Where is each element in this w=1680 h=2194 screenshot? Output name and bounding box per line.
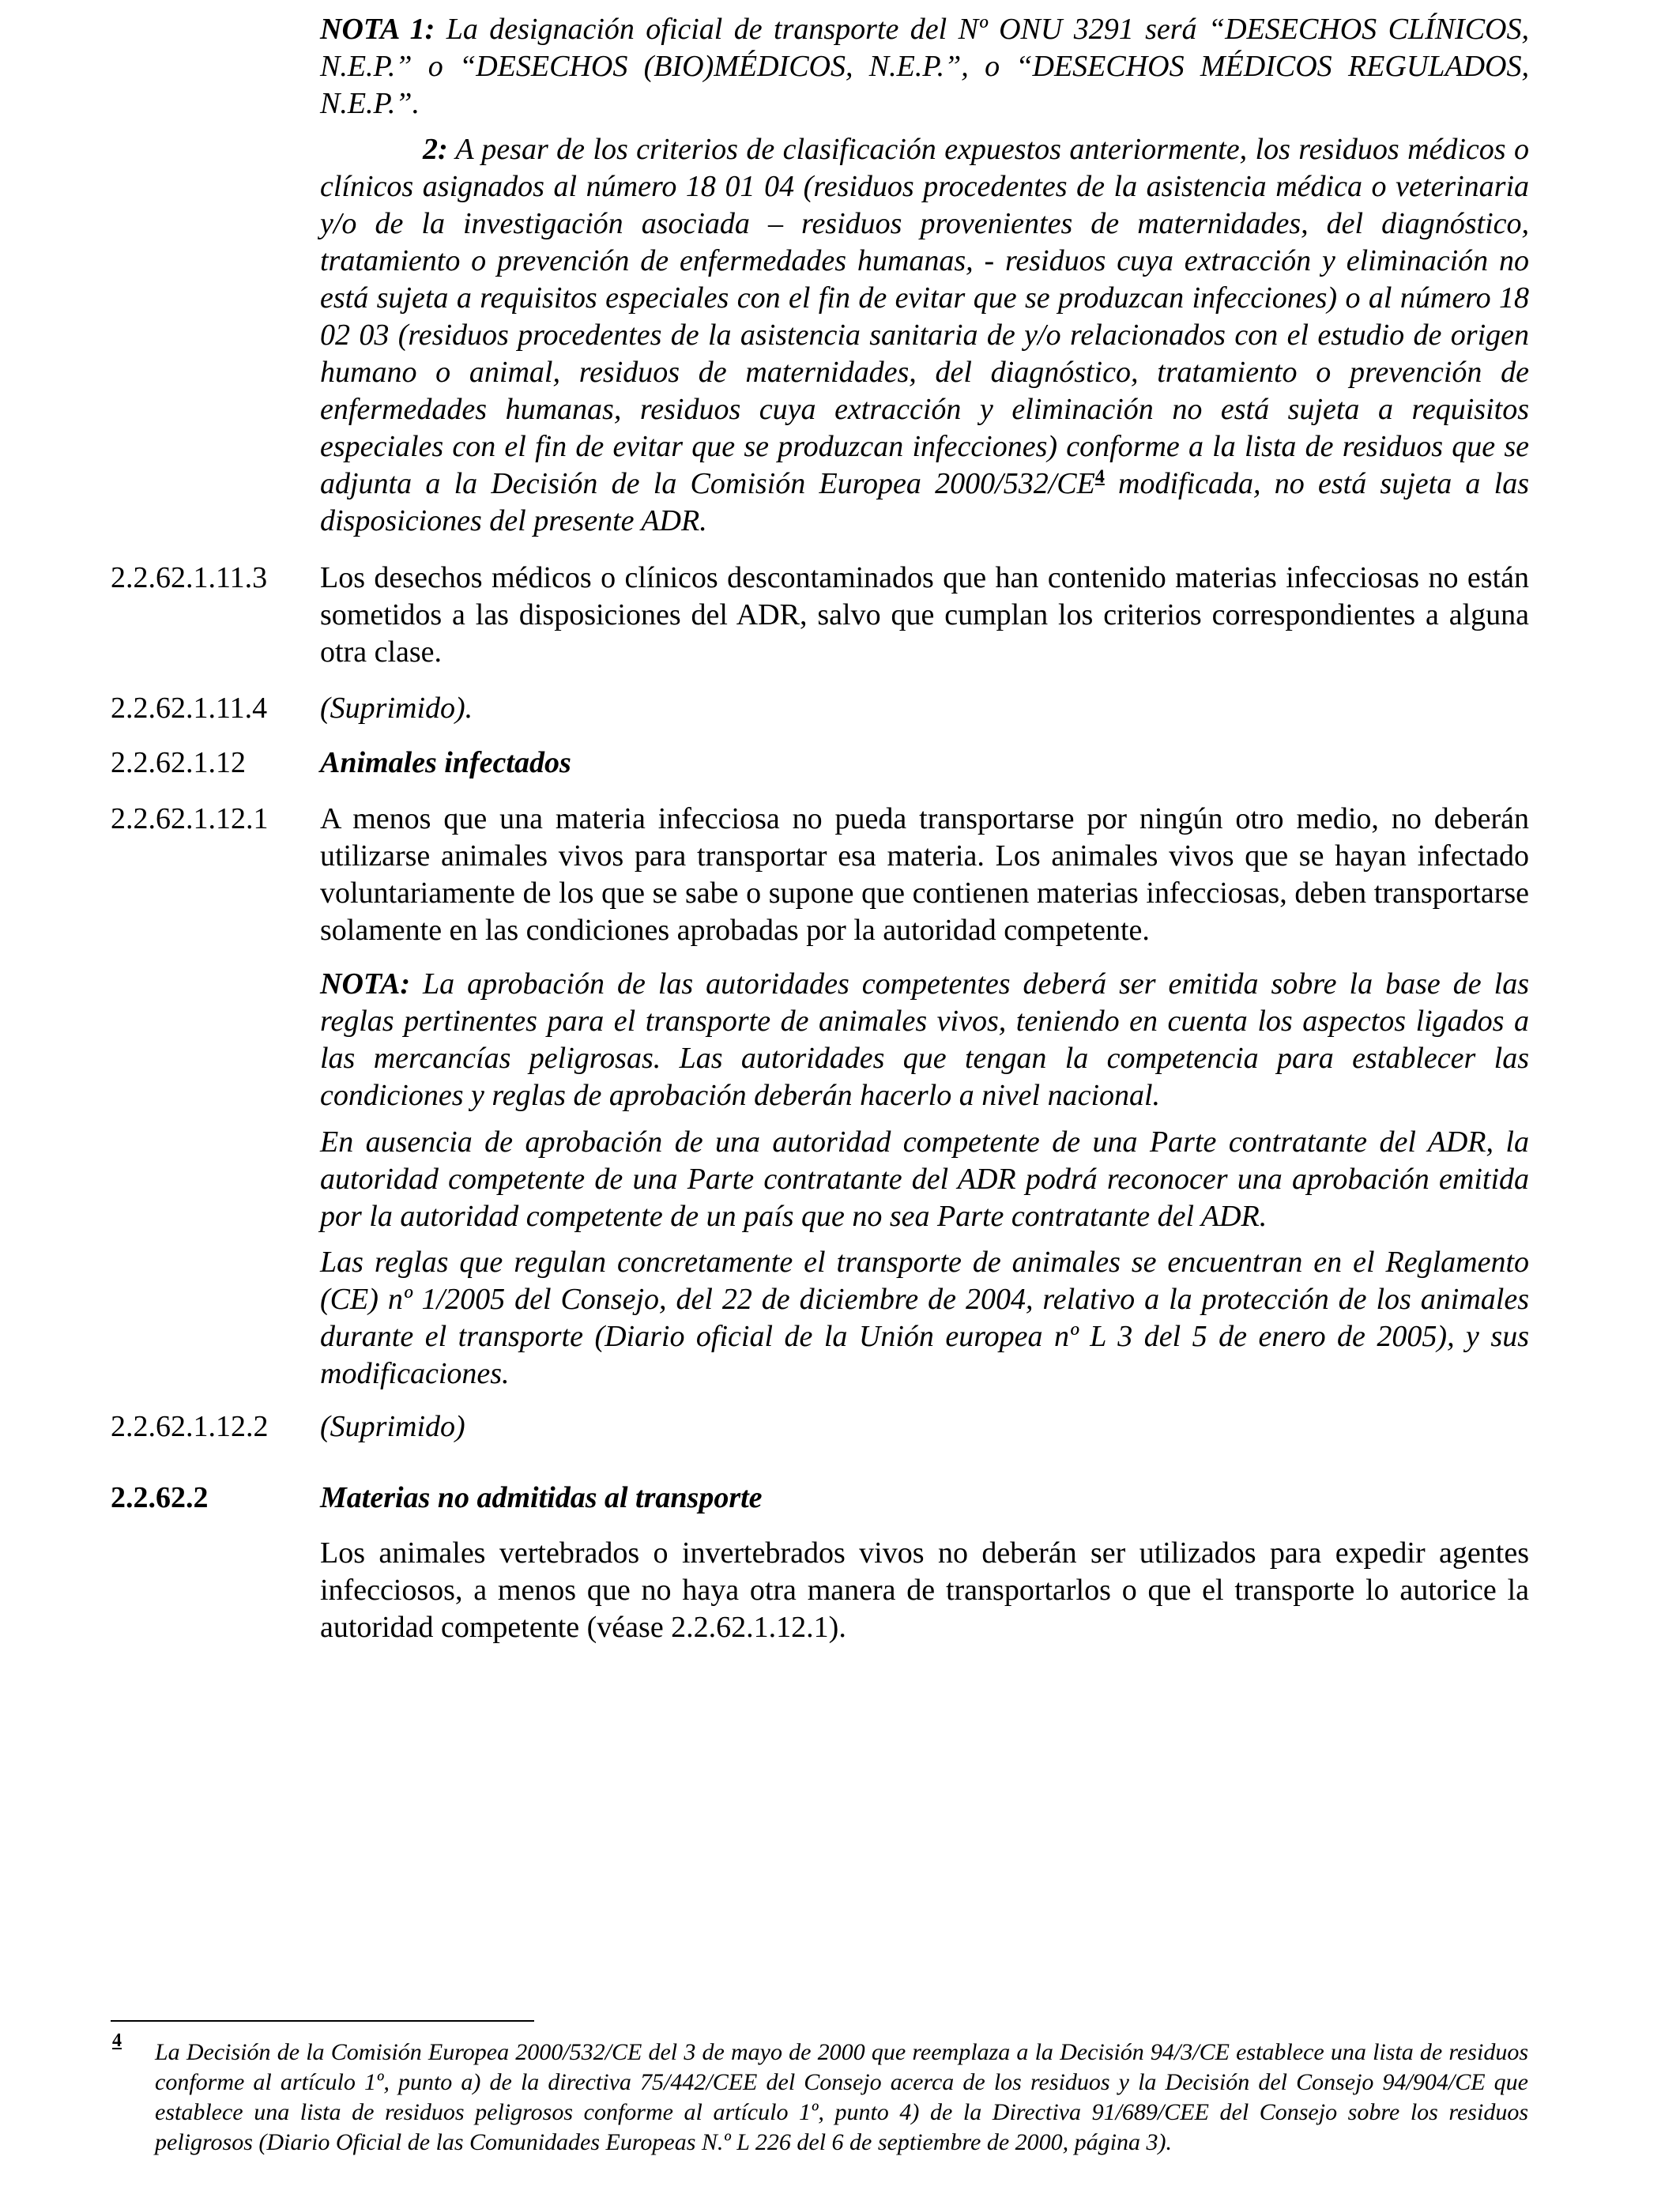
note-12-label: NOTA: [320, 967, 410, 1001]
note-2-label: 2: [423, 133, 448, 166]
note-12 [320, 966, 1529, 1114]
note-12-paragraph-2: En ausencia de aprobación de una autoridad competente de una Parte contratante del ADR, la autoridad competente de una Parte contratante del ADR podrá reconocer una aprobación emitida por la autoridad competente de un país que no sea Parte contratante del ADR. [320, 1125, 1529, 1233]
footnote-reference[interactable]: 4 [1094, 466, 1105, 488]
section-number-12: 2.2.62.1.12 [111, 746, 246, 779]
section-title-2: Materias no admitidas al transporte [320, 1481, 763, 1514]
section-text-11-4: (Suprimido). [320, 692, 473, 725]
note-12-paragraph-3: Las reglas que regulan concretamente el transporte de animales se encuentran en el Reglamento (CE) nº 1/2005 del Consejo, del 22 de diciembre de 2004, relativo a la protección de los animales durante el transporte (Diario oficial de la Unión europea nº L 3 del 5 de enero de 2005), y sus modificaciones. [320, 1246, 1529, 1390]
section-text-2: Los animales vertebrados o invertebrados vivos no deberán ser utilizados para expedir agentes infecciosos, a menos que no haya otra manera de transportarlos o que el transporte lo autorice la autoridad competente (véase 2.2.62.1.12.1). [320, 1536, 1529, 1644]
section-number-2: 2.2.62.2 [111, 1481, 209, 1514]
section-number-12-2: 2.2.62.1.12.2 [111, 1410, 269, 1443]
footnote-text: La Decisión de la Comisión Europea 2000/532/CE del 3 de mayo de 2000 que reemplaza a la Decisión 94/3/CE establece una lista de residuos conforme al artículo 1º, punto a) de la directiva 75/442/CEE del Consejo acerca de los residuos y la Decisión del Consejo 94/904/CE que establece una lista de residuos peligrosos conforme al artículo 1º, punto 4) de la Directiva 91/689/CEE del Consejo sobre los residuos peligrosos (Diario Oficial de las Comunidades Europeas N.º L 226 del 6 de septiembre de 2000, página 3). [155, 2039, 1528, 2155]
footnote-separator [111, 2020, 534, 2022]
section-text-12-2: (Suprimido) [320, 1410, 465, 1443]
section-number-11-4: 2.2.62.1.11.4 [111, 692, 268, 725]
note-12-text: La aprobación de las autoridades competentes deberá ser emitida sobre la base de las reglas pertinentes para el transporte de animales vivos, teniendo en cuenta los aspectos ligados a las mercancías peligrosas. Las autoridades que tengan la competencia para establecer las condiciones y reglas de aprobación deberán hacerlo a nivel nacional. [320, 967, 1529, 1112]
section-number-12-1: 2.2.62.1.12.1 [111, 802, 269, 835]
note-2-text-after: modificada, no está sujeta a las disposiciones del presente ADR. [320, 467, 1530, 537]
note-1-label: NOTA 1: [320, 13, 435, 46]
note-2-text: A pesar de los criterios de clasificación expuestos anteriormente, los residuos médicos o clínicos asignados al número 18 01 04 (residuos procedentes de la asistencia médica o veterinaria y/o de la investigación asociada – residuos provenientes de maternidades, del diagnóstico, tratamiento o prevención de enfermedades humanas, - residuos cuya extracción y eliminación no está sujeta a requisitos especiales con el fin de evitar que se produzcan infecciones) o al número 18 02 03 (residuos procedentes de la asistencia sanitaria de y/o relacionados con el estudio de origen humano o animal, residuos de maternidades, del diagnóstico, tratamiento o prevención de enfermedades humanas, residuos cuya extracción y eliminación no está sujeta a requisitos especiales con el fin de evitar que se produzcan infecciones) conforme a la lista de residuos que se adjunta a la Decisión de la Comisión Europea 2000/532/CE [320, 133, 1529, 500]
section-title-12: Animales infectados [320, 746, 571, 779]
note-1-text: La designación oficial de transporte del Nº ONU 3291 será “DESECHOS CLÍNICOS, N.E.P.” o “DESECHOS (BIO)MÉDICOS, N.E.P.”, o “DESECHOS MÉDICOS REGULADOS, N.E.P.”. [320, 13, 1529, 120]
section-text-11-3: Los desechos médicos o clínicos descontaminados que han contenido materias infecciosas no están sometidos a las disposiciones del ADR, salvo que cumplan los criterios correspondientes a alguna otra clase. [320, 561, 1529, 669]
section-text-12-1: A menos que una materia infecciosa no pueda transportarse por ningún otro medio, no deberán utilizarse animales vivos para transportar esa materia. Los animales vivos que se hayan infectado voluntariamente de los que se sabe o supone que contienen materias infecciosas, deben transportarse solamente en las condiciones aprobadas por la autoridad competente. [320, 802, 1529, 947]
note-1 [320, 11, 1529, 123]
note-2 [320, 131, 1529, 540]
section-number-11-3: 2.2.62.1.11.3 [111, 561, 268, 594]
footnote-marker: 4 [112, 2030, 122, 2051]
